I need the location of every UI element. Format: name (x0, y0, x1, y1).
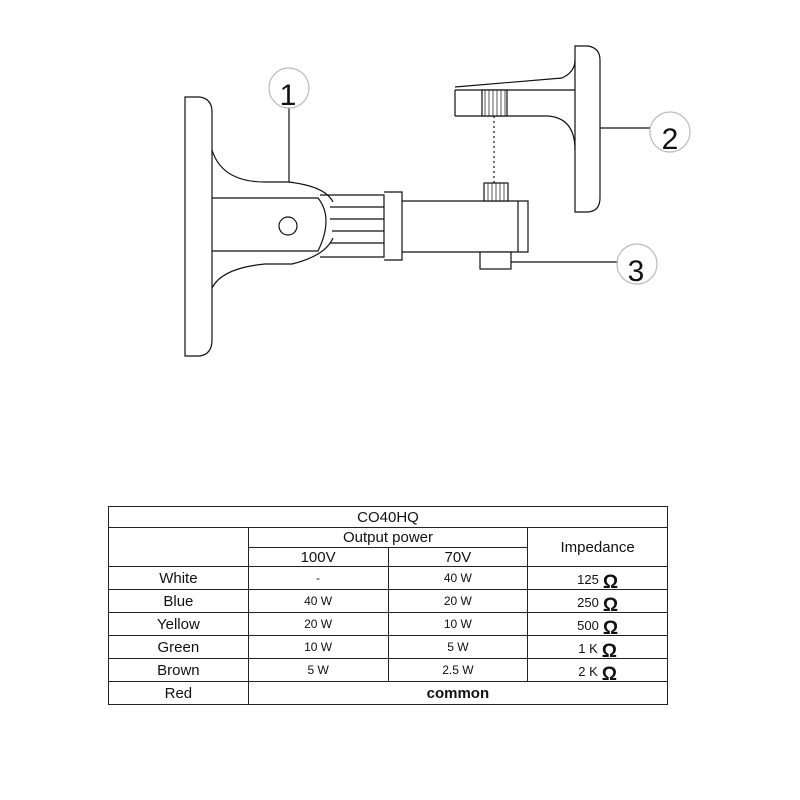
impedance-value: 1 K (578, 640, 598, 656)
header-empty-cell (109, 528, 249, 567)
table-row (109, 567, 668, 590)
impedance-header: Impedance (528, 528, 668, 567)
impedance-cell (528, 613, 668, 639)
row-label: Brown (109, 659, 249, 682)
ohm-icon: Ω (602, 571, 619, 593)
extension-arm (402, 201, 528, 252)
row-label: Red (109, 682, 249, 705)
impedance-value: 500 (577, 617, 599, 633)
arm-collar (384, 192, 402, 260)
speaker-plate (575, 46, 600, 212)
impedance-cell (528, 590, 668, 616)
impedance-cell (528, 659, 668, 685)
power-70v-cell: 5 W (388, 636, 528, 659)
table-title-row (109, 507, 668, 528)
power-70v-cell: 10 W (388, 613, 528, 636)
power-100v-cell: 10 W (248, 636, 388, 659)
callout-number-2: 2 (661, 123, 679, 156)
ohm-icon: Ω (602, 594, 619, 616)
power-70v-cell: 40 W (388, 567, 528, 590)
callout-number-1: 1 (279, 79, 297, 112)
ohm-icon: Ω (602, 617, 619, 639)
arm-body (212, 198, 326, 251)
row-label: Blue (109, 590, 249, 613)
ohm-icon: Ω (601, 663, 617, 685)
table-title: CO40HQ (109, 507, 668, 528)
table-header-row (109, 528, 668, 548)
power-100v-cell: - (248, 567, 388, 590)
common-row (109, 682, 668, 705)
ribbed-joint (320, 195, 384, 257)
power-70v-cell: 2.5 W (388, 659, 528, 682)
wall-plate (185, 97, 212, 356)
power-70v-cell: 20 W (388, 590, 528, 613)
common-cell: common (248, 682, 667, 705)
callout-number-3: 3 (627, 255, 645, 288)
power-100v-cell: 5 W (248, 659, 388, 682)
table-row (109, 613, 668, 636)
table-row (109, 636, 668, 659)
output-power-header: Output power (248, 528, 528, 548)
table-row (109, 659, 668, 682)
voltage-100-header: 100V (248, 548, 388, 567)
ohm-icon: Ω (601, 640, 617, 662)
arm-flare-bottom (212, 238, 333, 288)
impedance-value: 125 (577, 571, 599, 587)
pivot-hole (279, 217, 297, 235)
power-100v-cell: 20 W (248, 613, 388, 636)
threaded-insert (482, 90, 507, 116)
row-label: Green (109, 636, 249, 659)
impedance-cell (528, 636, 668, 662)
impedance-value: 2 K (578, 663, 598, 679)
impedance-value: 250 (577, 594, 599, 610)
impedance-cell (528, 567, 668, 593)
table-row (109, 590, 668, 613)
row-label: White (109, 567, 249, 590)
power-100v-cell: 40 W (248, 590, 388, 613)
voltage-70-header: 70V (388, 548, 528, 567)
arm-flare-top (212, 150, 333, 202)
speaker-mount-flare (455, 60, 575, 87)
row-label: Yellow (109, 613, 249, 636)
adjusting-screw (480, 252, 511, 269)
specification-table (108, 506, 668, 705)
